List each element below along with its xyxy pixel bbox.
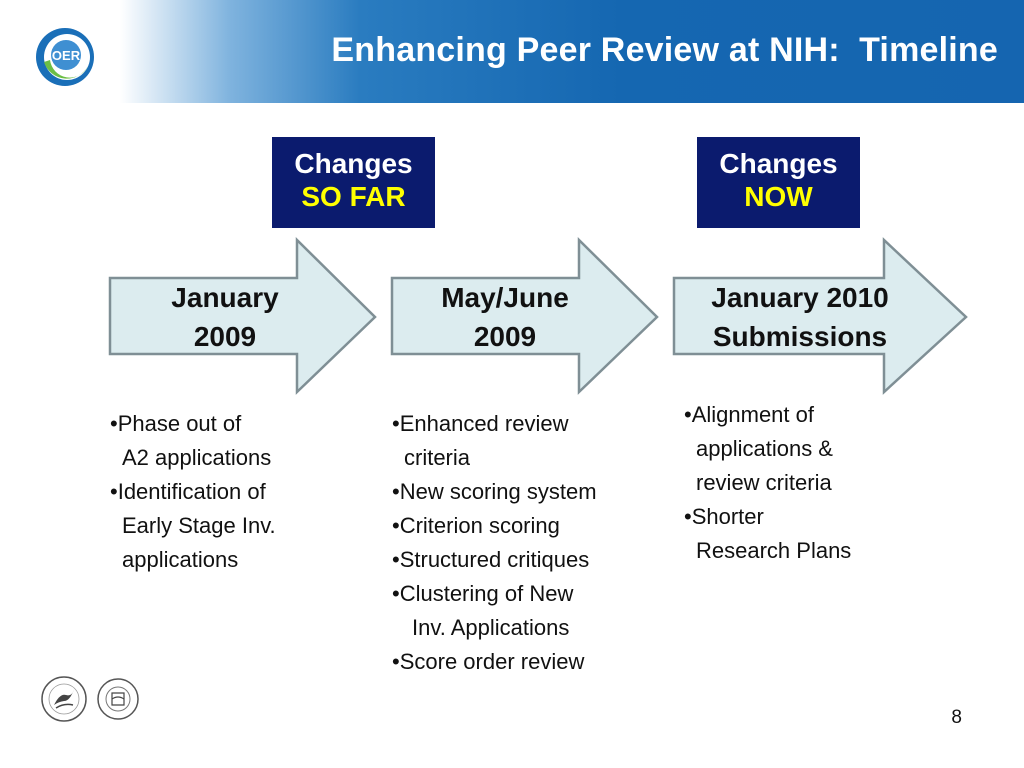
- label-line1: Changes: [294, 148, 413, 179]
- bullet-list-may-june-2009: [392, 407, 597, 679]
- timeline-step-may-june-2009: [400, 278, 610, 356]
- bullet-text: •Criterion scoring: [392, 513, 560, 538]
- bullet-text: •Alignment of: [684, 402, 814, 427]
- page-number: 8: [951, 707, 962, 728]
- bullet-text: •Phase out of: [110, 411, 242, 436]
- step-line2: 2009: [473, 321, 537, 352]
- bullet-continuation: A2 applications: [122, 445, 272, 470]
- bullet-text: •Identification of: [110, 479, 266, 504]
- step-line2: 2009: [193, 321, 257, 352]
- step-line1: January 2010: [711, 282, 889, 313]
- bullet-text: •Score order review: [392, 649, 585, 674]
- bullet-list-january-2010: [684, 398, 851, 568]
- step-line1: May/June: [441, 282, 569, 313]
- bullet-item: [392, 407, 597, 475]
- bullet-item: [392, 543, 597, 577]
- nih-seal-icon: [96, 675, 140, 723]
- bullet-item: [392, 645, 597, 679]
- bullet-text: •Enhanced review: [392, 411, 569, 436]
- timeline-step-january-2010: [680, 278, 920, 356]
- bullet-continuation: review criteria: [696, 470, 832, 495]
- label-line1: Changes: [719, 148, 838, 179]
- step-line2: Submissions: [712, 321, 888, 352]
- bullet-continuation: criteria: [404, 445, 471, 470]
- bullet-text: •Structured critiques: [392, 547, 590, 572]
- bullet-item: [392, 475, 597, 509]
- bullet-text: •Clustering of New: [392, 581, 574, 606]
- bullet-item: [684, 500, 851, 568]
- step-line1: January: [171, 282, 279, 313]
- bullet-item: [392, 509, 597, 543]
- bullet-continuation: Inv. Applications: [412, 615, 570, 640]
- bullet-item: [110, 407, 276, 475]
- bullet-text: •Shorter: [684, 504, 764, 529]
- bullet-item: [392, 577, 597, 645]
- bullet-item: [684, 398, 851, 500]
- bullet-continuation: Research Plans: [696, 538, 852, 563]
- bullet-continuation: applications: [122, 547, 239, 572]
- hhs-seal-icon: [40, 675, 88, 723]
- label-line2: NOW: [744, 181, 813, 212]
- bullet-text: •New scoring system: [392, 479, 597, 504]
- svg-text:OER: OER: [51, 48, 81, 63]
- page-title: Enhancing Peer Review at NIH: Timeline: [331, 31, 998, 69]
- bullet-continuation: Early Stage Inv.: [122, 513, 276, 538]
- bullet-item: [110, 475, 276, 577]
- bullet-continuation: applications &: [696, 436, 833, 461]
- label-line2: SO FAR: [301, 181, 406, 212]
- timeline-step-january-2009: [120, 278, 330, 356]
- bullet-list-january-2009: [110, 407, 276, 577]
